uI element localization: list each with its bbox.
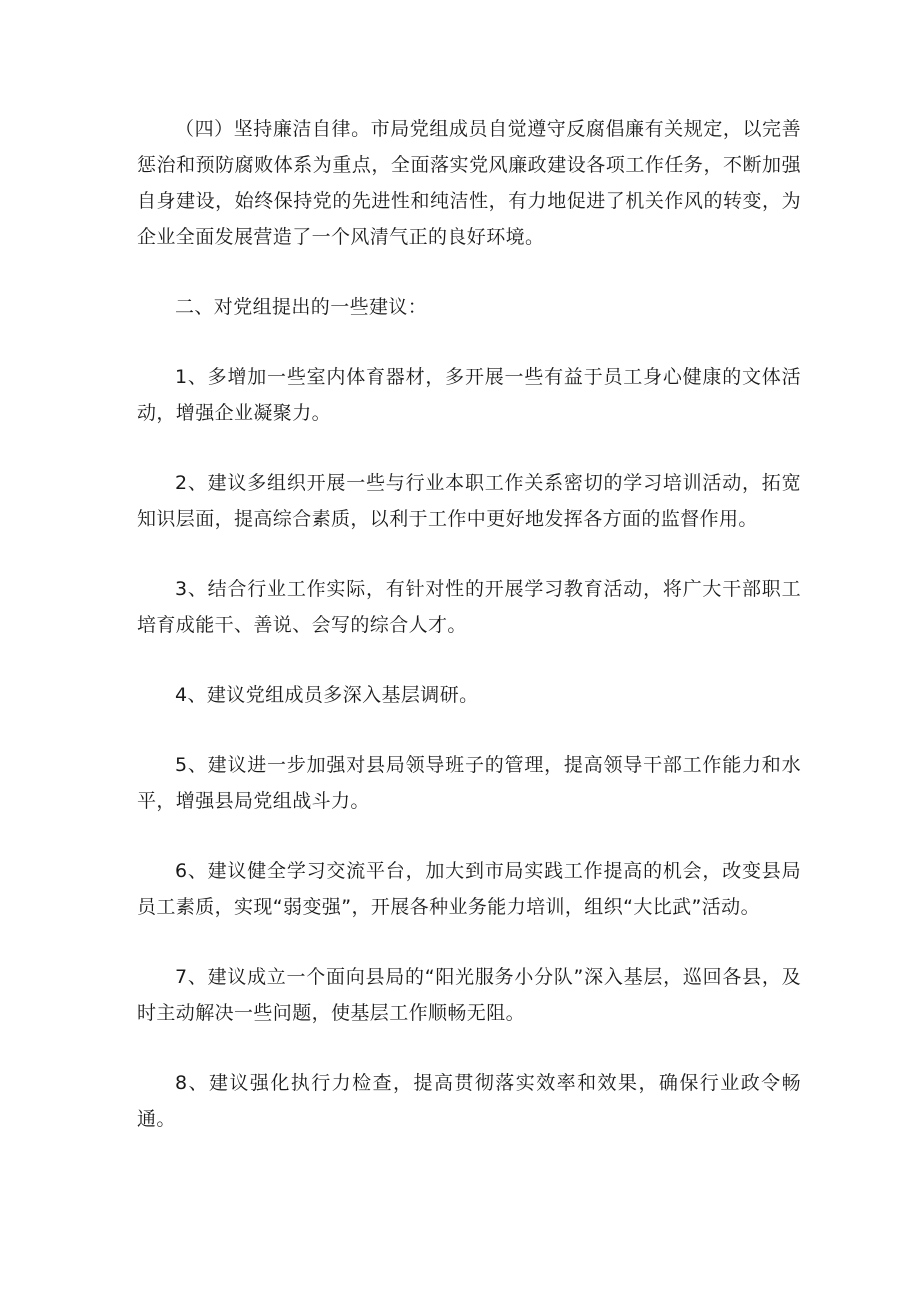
document-body	[137, 111, 801, 1171]
suggestion-item-1: 1、多增加一些室内体育器材，多开展一些有益于员工身心健康的文体活动，增强企业凝聚力。	[137, 366, 801, 424]
suggestion-item-2: 2、建议多组织开展一些与行业本职工作关系密切的学习培训活动，拓宽知识层面，提高综合素质，以利于工作中更好地发挥各方面的监督作用。	[137, 472, 801, 530]
suggestion-item-5: 5、建议进一步加强对县局领导班子的管理，提高领导干部工作能力和水平，增强县局党组战斗力。	[137, 754, 801, 812]
suggestion-item-7: 7、建议成立一个面向县局的“阳光服务小分队”深入基层，巡回各县，及时主动解决一些问题，使基层工作顺畅无阻。	[137, 966, 801, 1024]
section-heading-suggestions: 二、对党组提出的一些建议：	[175, 296, 428, 318]
suggestion-item-3: 3、结合行业工作实际，有针对性的开展学习教育活动，将广大干部职工培育成能干、善说、会写的综合人才。	[137, 578, 801, 636]
suggestion-item-8: 8、建议强化执行力检查，提高贯彻落实效率和效果，确保行业政令畅通。	[137, 1072, 801, 1130]
suggestion-item-4: 4、建议党组成员多深入基层调研。	[175, 684, 479, 706]
suggestion-item-6: 6、建议健全学习交流平台，加大到市局实践工作提高的机会，改变县局员工素质，实现“弱变强”，开展各种业务能力培训，组织“大比武”活动。	[137, 860, 801, 918]
paragraph-integrity: （四）坚持廉洁自律。市局党组成员自觉遵守反腐倡廉有关规定，以完善惩治和预防腐败体系为重点，全面落实党风廉政建设各项工作任务，不断加强自身建设，始终保持党的先进性和纯洁性，有力地促进了机关作风的转变，为企业全面发展营造了一个风清气正的良好环境。	[137, 118, 801, 248]
